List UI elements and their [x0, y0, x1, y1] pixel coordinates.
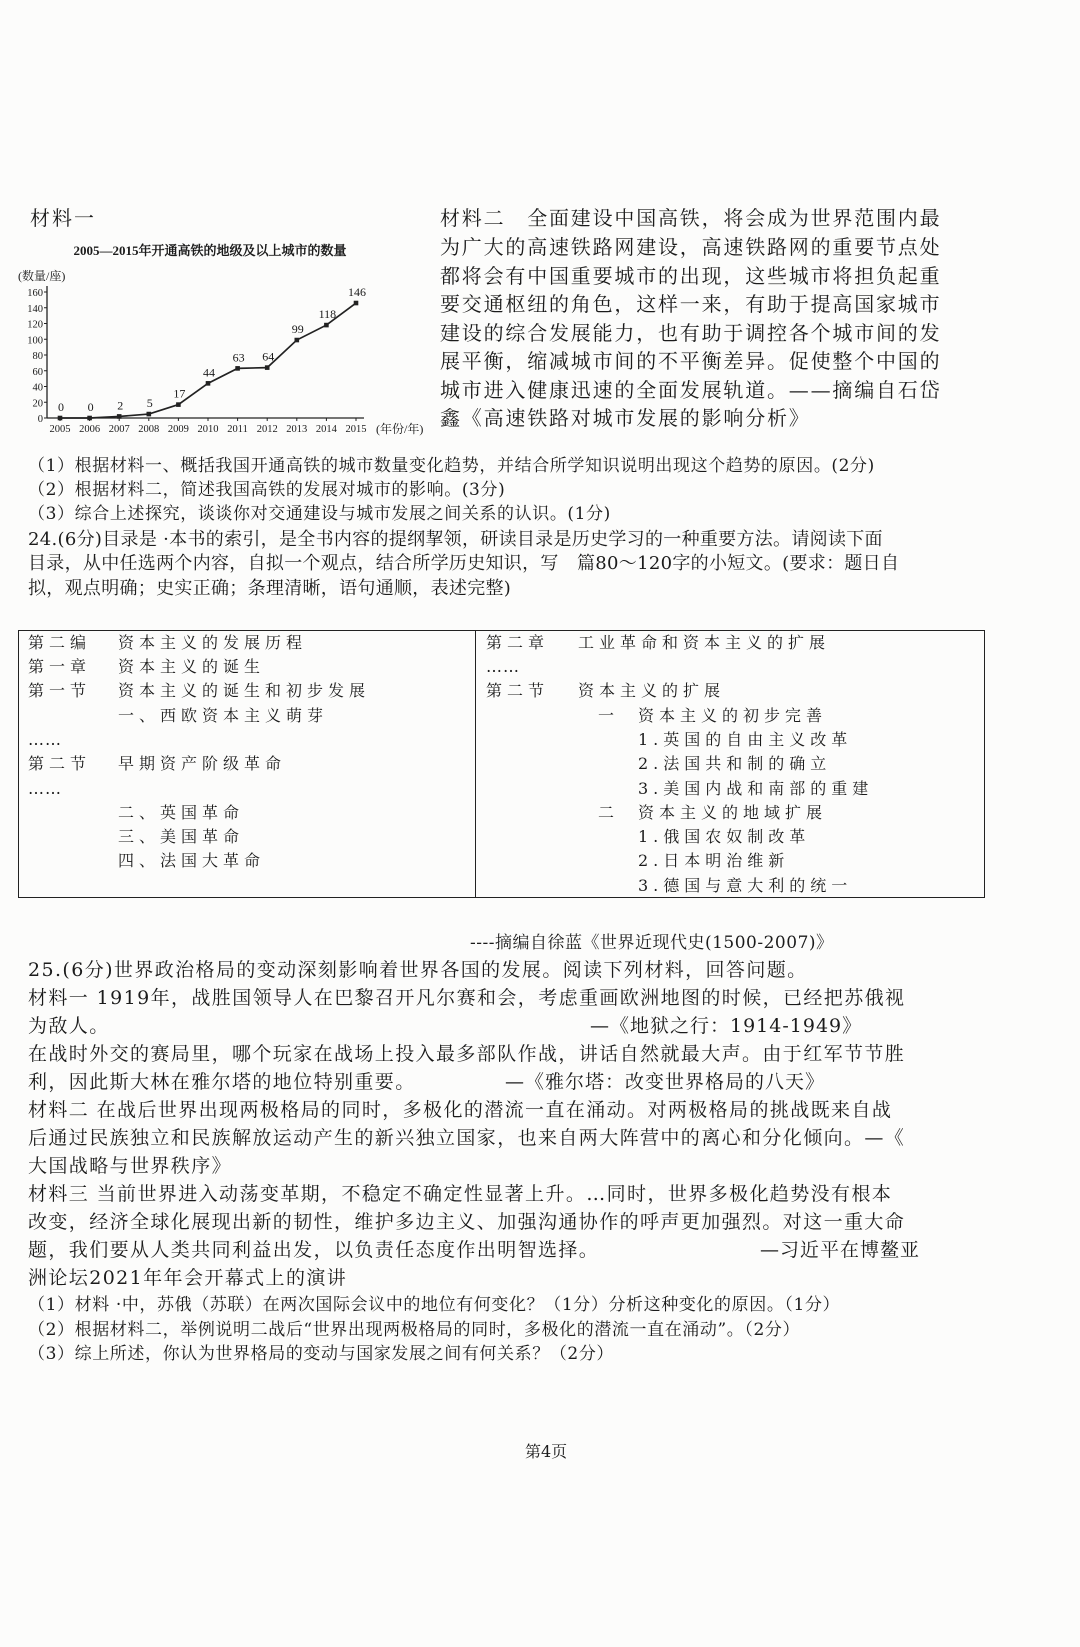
data-label-2012: 64 — [262, 349, 275, 364]
toc-left-label: 第一节 — [28, 681, 92, 700]
toc-right-item: 1.英国的自由主义改革 — [638, 730, 853, 749]
y-tick-label-60: 60 — [32, 366, 43, 378]
material2-line: 鑫《高速铁路对城市发展的影响分析》 — [440, 406, 811, 430]
q25-material-line: 大国战略与世界秩序》 — [28, 1155, 233, 1177]
toc-right-title: 资本主义的初步完善 — [638, 706, 828, 725]
x-tick-label-2013: 2013 — [286, 424, 308, 435]
toc-right-item: 3.德国与意大利的统一 — [638, 876, 853, 895]
toc-right-item: 2.日本明治维新 — [638, 851, 790, 870]
toc-right-item: 1.俄国农奴制改革 — [638, 827, 811, 846]
data-point-2006 — [87, 416, 92, 421]
data-label-2008: 5 — [146, 396, 153, 411]
toc-left-title: 资本主义的诞生和初步发展 — [118, 681, 371, 700]
material2-line: 为广大的高速铁路网建设，高速铁路网的重要节点处 — [440, 235, 942, 259]
q25-citation: —《地狱之行：1914-1949》 — [590, 1015, 863, 1037]
data-label-2010: 44 — [203, 365, 215, 380]
y-tick-label-140: 140 — [27, 303, 43, 315]
data-label-2014: 118 — [318, 307, 337, 322]
table-column-divider — [475, 630, 476, 898]
q25-prompt: 25.(6分)世界政治格局的变动深刻影响着世界各国的发展。阅读下列材料，回答问题。 — [28, 959, 808, 981]
q25-material-line: 为敌人。 — [28, 1015, 110, 1037]
data-label-2007: 2 — [117, 398, 124, 413]
q23-subquestion-3: （3）综合上述探究，谈谈你对交通建设与城市发展之间关系的认识。(1分) — [28, 504, 611, 524]
data-label-2015: 146 — [348, 285, 366, 300]
toc-left-label: 第二节 — [28, 754, 92, 773]
q25-subquestion-2: （2）根据材料二，举例说明二战后“世界出现两极格局的同时，多极化的潜流一直在涌动”。（2分） — [28, 1320, 801, 1340]
toc-right-title: 资本主义的地域扩展 — [638, 803, 828, 822]
toc-left-title: 资本主义的诞生 — [118, 657, 266, 676]
x-tick-label-2006: 2006 — [79, 424, 101, 435]
toc-right-title: 工业革命和资本主义的扩展 — [578, 633, 831, 652]
toc-left-title: 早期资产阶级革命 — [118, 754, 287, 773]
q25-citation: —习近平在博鳌亚 — [760, 1239, 921, 1261]
toc-right-label: 第二章 — [486, 633, 550, 652]
q24-prompt-line: 目录，从中任选两个内容，自拟一个观点，结合所学历史知识，写 篇80～120字的小短文。(要求：题日自 — [28, 553, 900, 574]
q25-material-line: 材料一 1919年，战胜国领导人在巴黎召开凡尔赛和会，考虑重画欧洲地图的时候，已经把苏俄视 — [28, 987, 906, 1009]
toc-right-title: 资本主义的扩展 — [578, 681, 726, 700]
data-point-2009 — [176, 402, 181, 407]
toc-left-label: 第二编 — [28, 633, 92, 652]
q25-material-line: 改变，经济全球化展现出新的韧性，维护多边主义、加强沟通协作的呼声更加强烈。对这一重大命 — [28, 1211, 906, 1233]
line-chart — [10, 238, 440, 440]
data-label-2009: 17 — [173, 386, 186, 401]
data-point-2012 — [265, 365, 270, 370]
series-line — [60, 303, 356, 418]
material2-line: 都将会有中国重要城市的出现，这些城市将担负起重 — [440, 264, 942, 288]
data-label-2013: 99 — [291, 322, 304, 337]
data-point-2015 — [354, 301, 359, 306]
q23-subquestion-1: （1）根据材料一、概括我国开通高铁的城市数量变化趋势，并结合所学知识说明出现这个趋势的原因。(2分) — [28, 456, 875, 476]
x-tick-label-2010: 2010 — [197, 424, 219, 435]
toc-right-ellipsis: …… — [486, 657, 520, 676]
y-tick-label-80: 80 — [32, 351, 43, 362]
q25-material-line: 材料三 当前世界进入动荡变革期，不稳定不确定性显著上升。…同时，世界多极化趋势没有根本 — [28, 1183, 893, 1205]
q24-prompt-line: 24.(6分)目录是 ·本书的索引，是全书内容的提纲挈领，研读目录是历史学习的一种重要方法。请阅读下面 — [28, 529, 883, 550]
data-label-2005: 0 — [58, 400, 64, 414]
data-point-2008 — [147, 412, 152, 417]
toc-right-item: 2.法国共和制的确立 — [638, 754, 832, 773]
q25-citation: —《雅尔塔：改变世界格局的八天》 — [505, 1071, 826, 1093]
material2-line: 要交通枢纽的角色，这样一来，有助于提高国家城市 — [440, 292, 942, 316]
q24-prompt-line: 拟，观点明确；史实正确；条理清晰，语句通顺，表述完整) — [28, 578, 512, 599]
material2-line: 城市进入健康迅速的全面发展轨道。——摘编自石岱 — [440, 378, 942, 402]
q25-material-line: 题，我们要从人类共同利益出发，以负责任态度作出明智选择。 — [28, 1239, 600, 1261]
x-tick-label-2015: 2015 — [345, 424, 367, 435]
q25-material-line: 洲论坛2021年年会开幕式上的演讲 — [28, 1267, 348, 1289]
toc-right-number: 一 — [598, 706, 620, 725]
data-point-2007 — [117, 414, 122, 419]
x-axis-label: (年份/年) — [376, 422, 424, 436]
x-tick-label-2011: 2011 — [227, 424, 248, 435]
y-axis-label: (数量/座) — [18, 269, 66, 283]
toc-left-title: 四、法国大革命 — [118, 851, 266, 870]
data-point-2013 — [295, 338, 300, 343]
material2-line: 展平衡，缩减城市间的不平衡差异。促使整个中国的 — [440, 349, 942, 373]
data-point-2011 — [235, 366, 240, 371]
y-tick-label-100: 100 — [27, 335, 43, 347]
x-tick-label-2014: 2014 — [315, 424, 337, 435]
y-tick-label-160: 160 — [27, 288, 43, 299]
toc-left-ellipsis: …… — [28, 779, 62, 798]
data-label-2011: 63 — [232, 350, 245, 365]
toc-left-ellipsis: …… — [28, 730, 62, 749]
q23-subquestion-2: （2）根据材料二，简述我国高铁的发展对城市的影响。(3分) — [28, 480, 506, 500]
y-tick-label-40: 40 — [32, 382, 43, 394]
x-tick-label-2007: 2007 — [108, 424, 130, 435]
material1-label: 材料一 — [30, 206, 96, 230]
q25-material-line: 在战时外交的赛局里，哪个玩家在战场上投入最多部队作战，讲话自然就最大声。由于红军节节胜 — [28, 1043, 906, 1065]
y-tick-label-20: 20 — [32, 398, 43, 410]
material2-line: 材料二 全面建设中国高铁，将会成为世界范围内最 — [440, 206, 942, 230]
q25-subquestion-1: （1）材料 ·中，苏俄（苏联）在两次国际会议中的地位有何变化？（1分）分析这种变化的原因。（1分） — [28, 1295, 841, 1315]
y-tick-label-120: 120 — [27, 319, 43, 331]
toc-right-number: 二 — [598, 803, 620, 822]
toc-left-title: 二、英国革命 — [118, 803, 245, 822]
toc-right-label: 第二节 — [486, 681, 550, 700]
data-point-2010 — [206, 381, 211, 386]
x-tick-label-2005: 2005 — [49, 424, 71, 435]
q25-subquestion-3: （3）综上所述，你认为世界格局的变动与国家发展之间有何关系？（2分） — [28, 1344, 615, 1364]
page-number: 第4页 — [525, 1442, 568, 1461]
data-point-2005 — [58, 416, 63, 421]
x-tick-label-2012: 2012 — [256, 424, 278, 435]
q25-material-line: 材料二 在战后世界出现两极格局的同时，多极化的潜流一直在涌动。对两极格局的挑战既来自战 — [28, 1099, 893, 1121]
q25-material-line: 利，因此斯大林在雅尔塔的地位特别重要。 — [28, 1071, 416, 1093]
y-tick-label-0: 0 — [37, 414, 43, 425]
toc-left-title: 三、美国革命 — [118, 827, 245, 846]
q24-source-citation: ----摘编自徐蓝《世界近现代史(1500-2007)》 — [470, 933, 834, 953]
toc-left-label: 第一章 — [28, 657, 92, 676]
chart-title: 2005—2015年开通高铁的地级及以上城市的数量 — [73, 243, 347, 258]
toc-left-title: 一、西欧资本主义萌芽 — [118, 706, 329, 725]
q25-material-line: 后通过民族独立和民族解放运动产生的新兴独立国家，也来自两大阵营中的离心和分化倾向。—《 — [28, 1127, 906, 1149]
material2-line: 建设的综合发展能力，也有助于调控各个城市间的发 — [440, 321, 942, 345]
x-tick-label-2008: 2008 — [138, 424, 160, 435]
toc-right-item: 3.美国内战和南部的重建 — [638, 779, 874, 798]
x-tick-label-2009: 2009 — [167, 424, 189, 435]
data-point-2014 — [324, 323, 329, 328]
data-label-2006: 0 — [87, 400, 94, 414]
toc-left-title: 资本主义的发展历程 — [118, 633, 308, 652]
